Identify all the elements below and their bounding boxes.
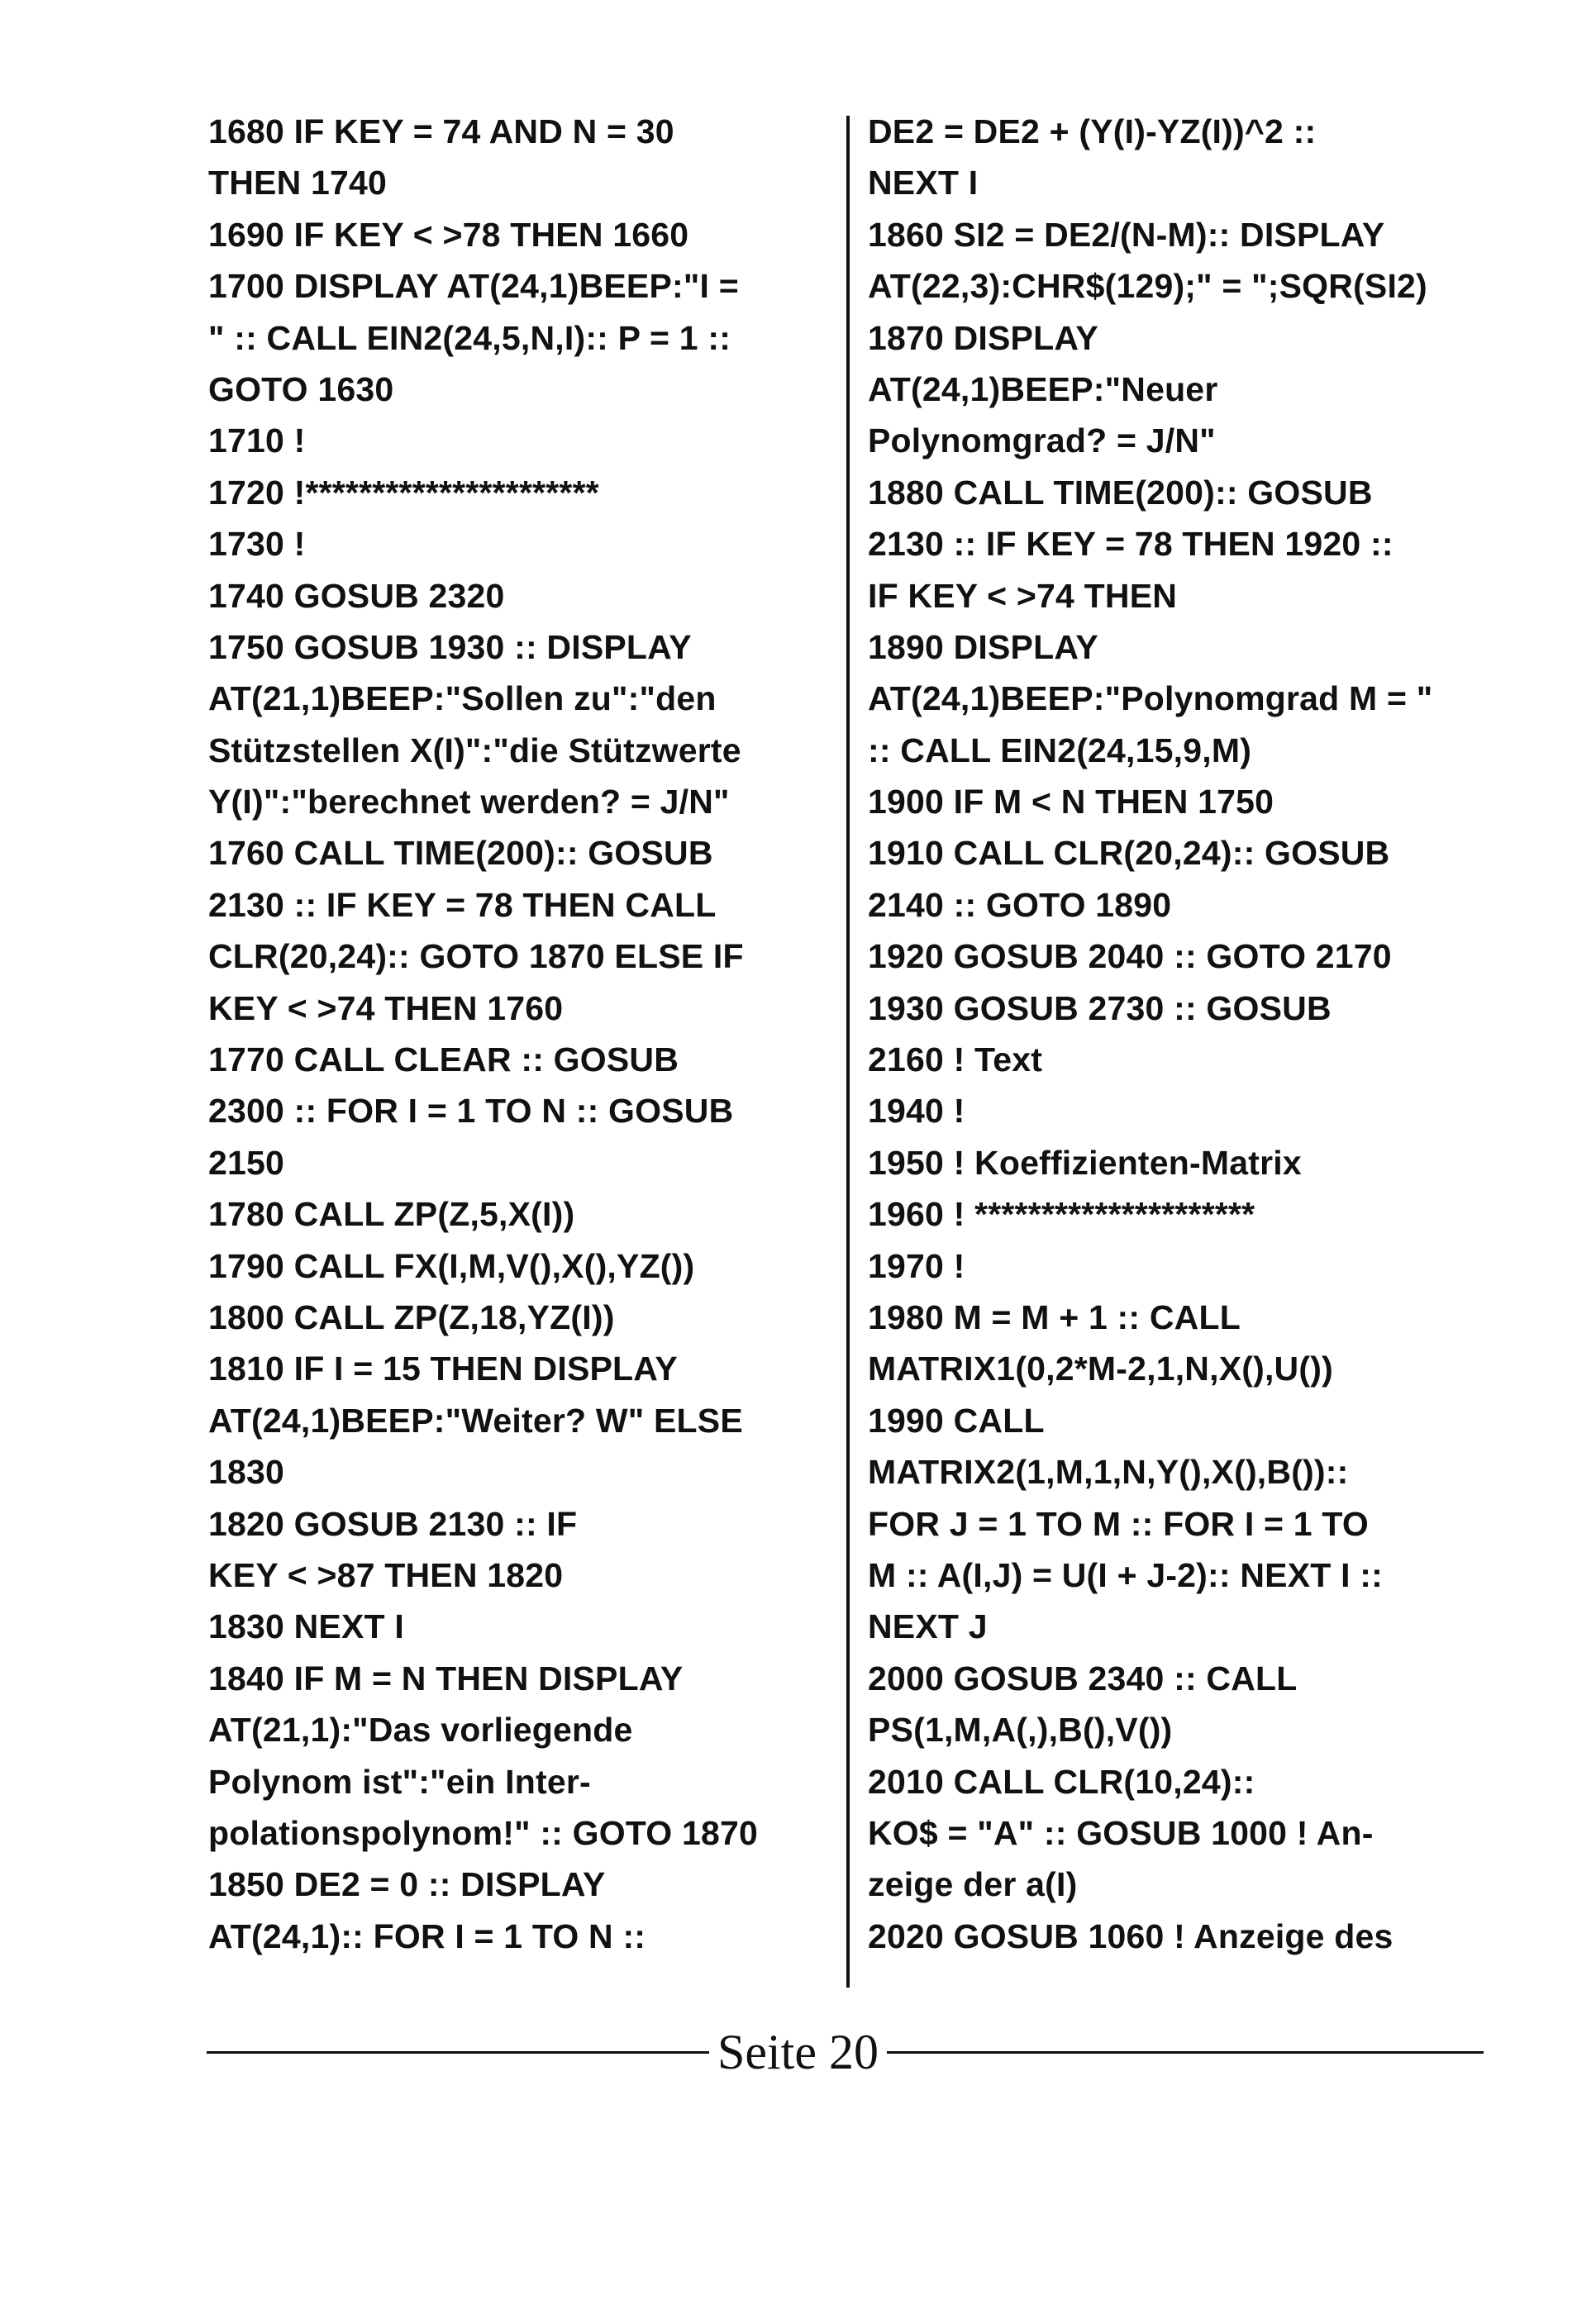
page-footer xyxy=(0,2023,1596,2081)
code-line: 1710 ! xyxy=(208,421,306,460)
code-line: polationspolynom!" :: GOTO 1870 xyxy=(208,1813,759,1852)
code-line: 1850 DE2 = 0 :: DISPLAY xyxy=(208,1865,606,1904)
code-line: AT(24,1)BEEP:"Neuer xyxy=(868,369,1218,408)
code-line: 1840 IF M = N THEN DISPLAY xyxy=(208,1659,684,1697)
code-line: CLR(20,24):: GOTO 1870 ELSE IF xyxy=(208,937,744,976)
code-line: 1890 DISPLAY xyxy=(868,627,1098,666)
code-line: 1820 GOSUB 2130 :: IF xyxy=(208,1504,578,1543)
code-line: 1800 CALL ZP(Z,18,YZ(I)) xyxy=(208,1297,615,1336)
code-line: 2020 GOSUB 1060 ! Anzeige des xyxy=(868,1916,1394,1955)
code-line: GOTO 1630 xyxy=(208,369,394,408)
code-line: 1930 GOSUB 2730 :: GOSUB xyxy=(868,988,1332,1027)
column-divider xyxy=(846,116,850,1988)
left-code-column xyxy=(208,106,836,1962)
code-line: Y(I)":"berechnet werden? = J/N" xyxy=(208,783,730,821)
code-line: 2130 :: IF KEY = 78 THEN 1920 :: xyxy=(868,525,1394,564)
code-line: 1940 ! xyxy=(868,1092,965,1131)
code-line: 2150 xyxy=(208,1143,285,1182)
code-line: 1680 IF KEY = 74 AND N = 30 xyxy=(208,112,674,150)
code-line: Polynomgrad? = J/N" xyxy=(868,421,1216,460)
right-code-column xyxy=(868,106,1529,1962)
code-line: FOR J = 1 TO M :: FOR I = 1 TO xyxy=(868,1504,1369,1543)
code-line: 1880 CALL TIME(200):: GOSUB xyxy=(868,473,1373,512)
code-line: AT(22,3):CHR$(129);" = ";SQR(SI2) xyxy=(868,267,1427,306)
code-line: 1790 CALL FX(I,M,V(),X(),YZ()) xyxy=(208,1246,695,1285)
code-line: 1860 SI2 = DE2/(N-M):: DISPLAY xyxy=(868,215,1385,254)
code-line: IF KEY < >74 THEN xyxy=(868,576,1178,615)
code-line: 1740 GOSUB 2320 xyxy=(208,576,505,615)
code-line: AT(24,1):: FOR I = 1 TO N :: xyxy=(208,1916,646,1955)
code-line: 1980 M = M + 1 :: CALL xyxy=(868,1297,1241,1336)
code-line: 1770 CALL CLEAR :: GOSUB xyxy=(208,1040,679,1079)
code-line: Polynom ist":"ein Inter- xyxy=(208,1762,591,1801)
code-line: AT(21,1):"Das vorliegende xyxy=(208,1711,633,1750)
code-line: MATRIX1(0,2*M-2,1,N,X(),U()) xyxy=(868,1350,1333,1388)
code-line: KO$ = "A" :: GOSUB 1000 ! An- xyxy=(868,1813,1374,1852)
code-line: AT(24,1)BEEP:"Weiter? W" ELSE xyxy=(208,1401,743,1440)
code-line: 2130 :: IF KEY = 78 THEN CALL xyxy=(208,885,717,924)
code-line: 1910 CALL CLR(20,24):: GOSUB xyxy=(868,834,1390,873)
code-line: KEY < >74 THEN 1760 xyxy=(208,988,564,1027)
code-line: 1920 GOSUB 2040 :: GOTO 2170 xyxy=(868,937,1392,976)
code-line: 2010 CALL CLR(10,24):: xyxy=(868,1762,1255,1801)
code-line: THEN 1740 xyxy=(208,164,388,202)
code-line: 2160 ! Text xyxy=(868,1040,1043,1079)
code-line: AT(24,1)BEEP:"Polynomgrad M = " xyxy=(868,679,1433,718)
code-line: :: CALL EIN2(24,15,9,M) xyxy=(868,731,1252,769)
code-line: NEXT I xyxy=(868,164,979,202)
code-line: 1730 ! xyxy=(208,525,306,564)
code-line: PS(1,M,A(,),B(),V()) xyxy=(868,1711,1173,1750)
code-line: 1830 xyxy=(208,1453,285,1492)
code-line: M :: A(I,J) = U(I + J-2):: NEXT I :: xyxy=(868,1555,1383,1594)
code-line: 1900 IF M < N THEN 1750 xyxy=(868,783,1274,821)
code-line: 1700 DISPLAY AT(24,1)BEEP:"I = xyxy=(208,267,739,306)
code-line: Stützstellen X(I)":"die Stützwerte xyxy=(208,731,741,769)
code-line: 2000 GOSUB 2340 :: CALL xyxy=(868,1659,1298,1697)
code-line: AT(21,1)BEEP:"Sollen zu":"den xyxy=(208,679,717,718)
code-line: 1990 CALL xyxy=(868,1401,1045,1440)
code-line: zeige der a(I) xyxy=(868,1865,1078,1904)
code-line: 1690 IF KEY < >78 THEN 1660 xyxy=(208,215,689,254)
code-line: KEY < >87 THEN 1820 xyxy=(208,1555,564,1594)
code-line: 1780 CALL ZP(Z,5,X(I)) xyxy=(208,1195,575,1234)
code-line: 1970 ! xyxy=(868,1246,965,1285)
code-line: 1810 IF I = 15 THEN DISPLAY xyxy=(208,1350,678,1388)
page-number: Seite 20 xyxy=(709,2025,887,2079)
code-line: " :: CALL EIN2(24,5,N,I):: P = 1 :: xyxy=(208,318,731,357)
code-line: DE2 = DE2 + (Y(I)-YZ(I))^2 :: xyxy=(868,112,1317,150)
code-line: 1950 ! Koeffizienten-Matrix xyxy=(868,1143,1302,1182)
code-line: 1830 NEXT I xyxy=(208,1607,404,1646)
code-line: 1760 CALL TIME(200):: GOSUB xyxy=(208,834,713,873)
code-line: 1960 ! ********************* xyxy=(868,1195,1255,1234)
code-line: 1750 GOSUB 1930 :: DISPLAY xyxy=(208,627,692,666)
code-line: 1720 !********************** xyxy=(208,473,599,512)
code-line: NEXT J xyxy=(868,1607,988,1646)
code-line: 2300 :: FOR I = 1 TO N :: GOSUB xyxy=(208,1092,734,1131)
code-line: MATRIX2(1,M,1,N,Y(),X(),B()):: xyxy=(868,1453,1349,1492)
code-line: 1870 DISPLAY xyxy=(868,318,1098,357)
code-line: 2140 :: GOTO 1890 xyxy=(868,885,1172,924)
